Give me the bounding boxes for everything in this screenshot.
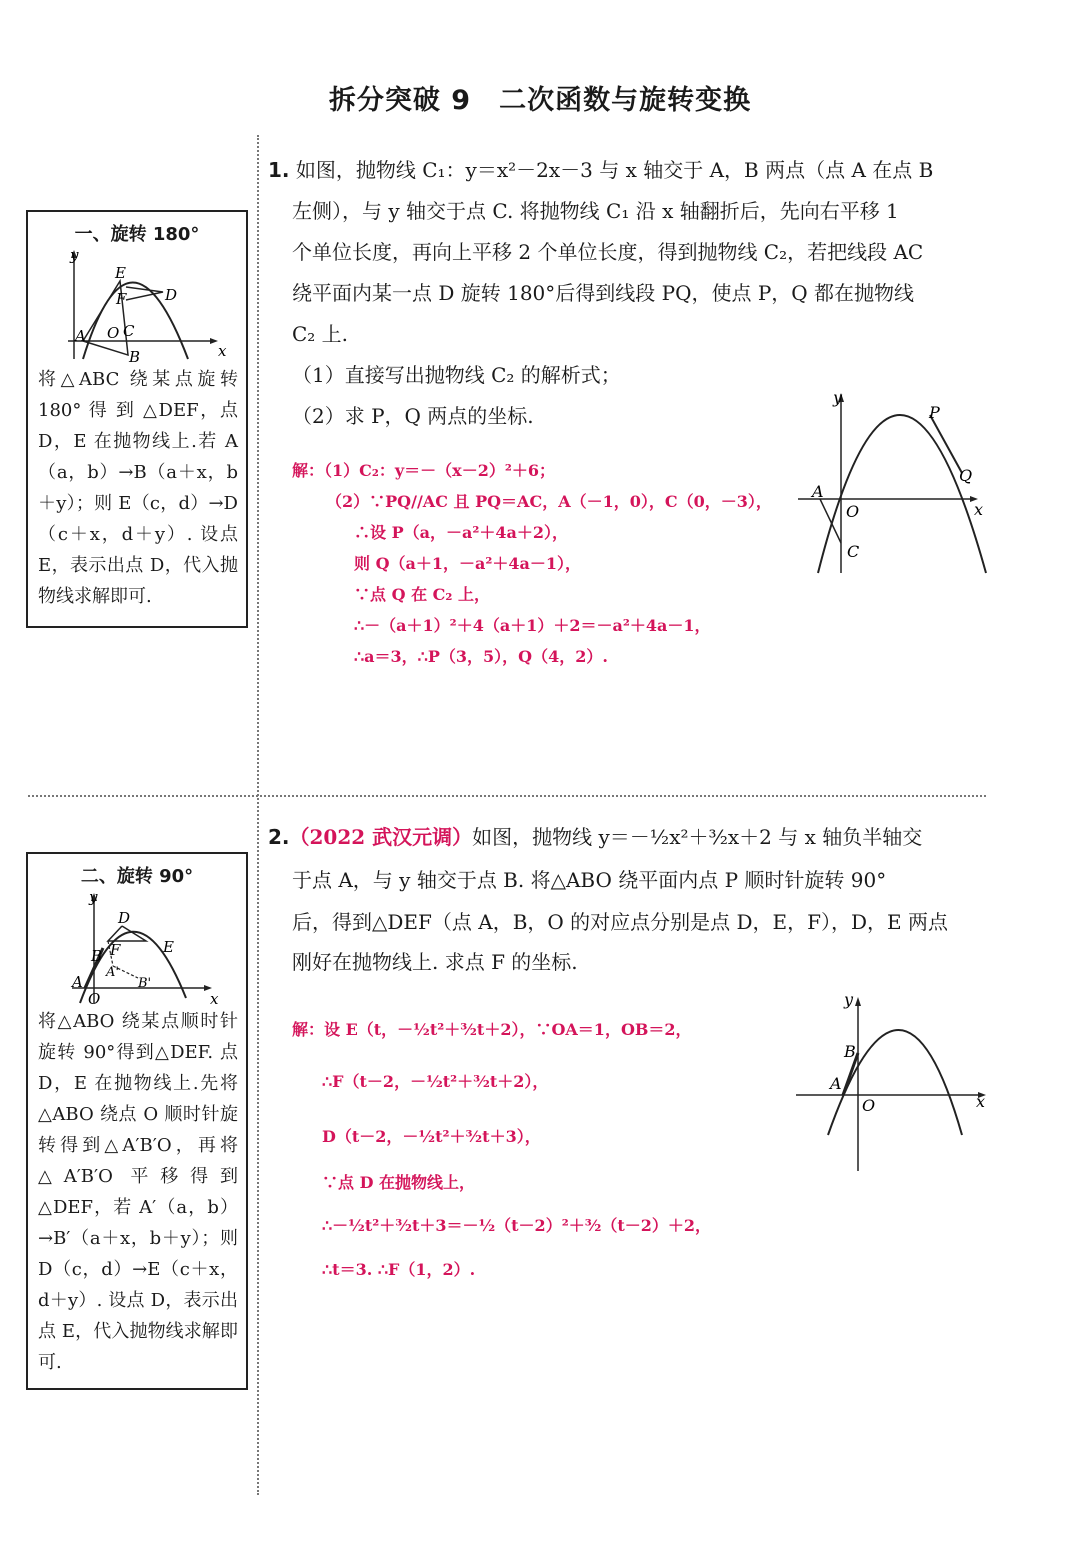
q1-graph-label-O: O — [846, 502, 860, 521]
q2-graph-label-y: y — [844, 990, 854, 1009]
question-1-line-2: 左侧），与 y 轴交于点 C. 将抛物线 C₁ 沿 x 轴翻折后，先向右平移 1 — [292, 199, 899, 223]
q2-graph-label-B: B — [844, 1042, 856, 1061]
q1-solution-line-5: ∵点 Q 在 C₂ 上， — [354, 585, 490, 604]
q1-graph-label-Q: Q — [959, 466, 973, 485]
method-box-1 — [26, 210, 248, 628]
box2-label-D: D — [118, 909, 131, 927]
box2-label-A-prime: A' — [106, 965, 119, 980]
q1-graph-label-C: C — [847, 542, 860, 561]
box2-label-O: O — [88, 990, 101, 1006]
method-box-2-title: 二、旋转 90° — [80, 866, 194, 887]
q2-solution-line-5: ∴－½t²＋³⁄₂t＋3＝－½（t－2）²＋³⁄₂（t－2）＋2， — [322, 1216, 712, 1235]
q1-graph-label-A: A — [812, 482, 824, 501]
box2-label-B-prime: B' — [138, 976, 152, 991]
q1-solution-line-2: （2）∵PQ//AC 且 PQ＝AC，A（－1，0），C（0，－3）， — [326, 492, 772, 511]
question-2 — [268, 815, 980, 982]
box1-label-B: B — [129, 348, 141, 364]
q2-solution-line-6: ∴t＝3. ∴F（1，2）. — [322, 1260, 476, 1279]
box2-label-y: y — [89, 888, 98, 906]
method-box-2-figure — [28, 888, 246, 1006]
box2-label-B: B — [91, 947, 103, 965]
q1-graph-label-y: y — [833, 388, 843, 407]
column-divider — [257, 135, 259, 1495]
question-1-graph — [790, 385, 990, 575]
q2-graph-label-x: x — [976, 1092, 986, 1111]
question-1-line-1: 1. 如图，抛物线 C₁：y＝x²－2x－3 与 x 轴交于 A，B 两点（点 A 在点 B — [268, 158, 934, 182]
box2-label-x: x — [210, 990, 219, 1006]
method-box-1-figure — [28, 246, 246, 364]
box1-label-A: A — [75, 327, 86, 345]
q1-solution-line-4: 则 Q（a＋1，－a²＋4a－1）， — [354, 554, 582, 573]
box2-label-A: A — [72, 973, 83, 991]
q1-solution-line-7: ∴a＝3，∴P（3，5），Q（4，2）. — [354, 647, 608, 666]
question-2-source: （2022 武汉元调） — [289, 825, 473, 849]
question-2-graph — [790, 985, 990, 1175]
q2-solution-line-1: 解：设 E（t，－½t²＋³⁄₂t＋2），∵OA＝1，OB＝2， — [292, 1020, 692, 1039]
question-1-sub-2: （2）求 P，Q 两点的坐标. — [292, 404, 534, 428]
method-box-1-title: 一、旋转 180° — [74, 224, 200, 245]
question-2-line-3: 后，得到△DEF（点 A，B，O 的对应点分别是点 D，E，F），D，E 两点 — [292, 910, 949, 934]
question-1-line-4: 绕平面内某一点 D 旋转 180°后得到线段 PQ，使点 P，Q 都在抛物线 — [292, 281, 915, 305]
question-1-line-5: C₂ 上. — [292, 322, 349, 346]
box1-label-x: x — [218, 342, 227, 360]
question-1-number: 1. — [268, 158, 290, 182]
question-1-solution — [292, 455, 792, 675]
box1-label-O: O — [107, 324, 120, 342]
q2-graph-label-A: A — [830, 1074, 842, 1093]
method-box-2-text: 将△ABO 绕某点顺时针旋转 90°得到△DEF. 点D，E 在抛物线上.先将△ABO 绕点 O 顺时针旋转得到△A′B′O，再将△A′B′O 平移得到△DEF，若 A′（a，b）→B′（a＋x，b＋y）；则 D（c，d）→E（c＋x，d＋y）. 设点 D，表示出点 E，代入抛物线求解即可. — [38, 1011, 238, 1373]
question-2-line-2: 于点 A，与 y 轴交于点 B. 将△ABO 绕平面内点 P 顺时针旋转 90° — [292, 868, 887, 892]
q2-solution-line-4: ∵点 D 在抛物线上， — [322, 1173, 476, 1192]
box1-label-y: y — [70, 246, 79, 264]
q2-solution-line-3: D（t－2，－½t²＋³⁄₂t＋3）， — [322, 1127, 541, 1146]
method-box-1-text: 将△ABC 绕某点旋转180° 得 到 △DEF，点D，E 在抛物线上.若 A（a，b）→B（a＋x，b＋y）；则 E（c，d）→D（c＋x，d＋y）. 设点E，表示出点 D，代入抛物线求解即可. — [38, 369, 238, 607]
box2-label-E: E — [163, 938, 174, 956]
q1-graph-label-x: x — [974, 500, 984, 519]
question-2-line-4: 刚好在抛物线上. 求点 F 的坐标. — [292, 950, 578, 974]
question-2-solution — [292, 1012, 792, 1282]
box1-label-C: C — [123, 322, 135, 340]
q1-solution-line-6: ∴－（a＋1）²＋4（a＋1）＋2＝－a²＋4a－1， — [354, 616, 711, 635]
box1-label-D: D — [165, 286, 178, 304]
question-1-line-3: 个单位长度，再向上平移 2 个单位长度，得到抛物线 C₂，若把线段 AC — [292, 240, 924, 264]
question-2-number: 2. — [268, 825, 290, 849]
question-1-sub-1: （1）直接写出抛物线 C₂ 的解析式； — [292, 363, 621, 387]
method-box-2 — [26, 852, 248, 1390]
q1-solution-line-3: ∴设 P（a，－a²＋4a＋2）， — [354, 523, 568, 542]
page-title: 拆分突破 9 二次函数与旋转变换 — [328, 85, 752, 116]
box1-label-E: E — [115, 264, 126, 282]
q2-solution-line-2: ∴F（t－2，－½t²＋³⁄₂t＋2）， — [322, 1072, 549, 1091]
box2-label-F: F — [110, 941, 121, 959]
q1-solution-line-1: 解：（1）C₂：y＝－（x－2）²＋6； — [292, 461, 555, 480]
section-divider — [28, 795, 986, 797]
box1-label-F: F — [116, 290, 127, 308]
question-2-line-1: 2.（2022 武汉元调）如图，抛物线 y＝－½x²＋³⁄₂x＋2 与 x 轴负半轴交 — [268, 825, 923, 849]
q1-graph-label-P: P — [929, 403, 940, 422]
q2-graph-label-O: O — [862, 1096, 876, 1115]
